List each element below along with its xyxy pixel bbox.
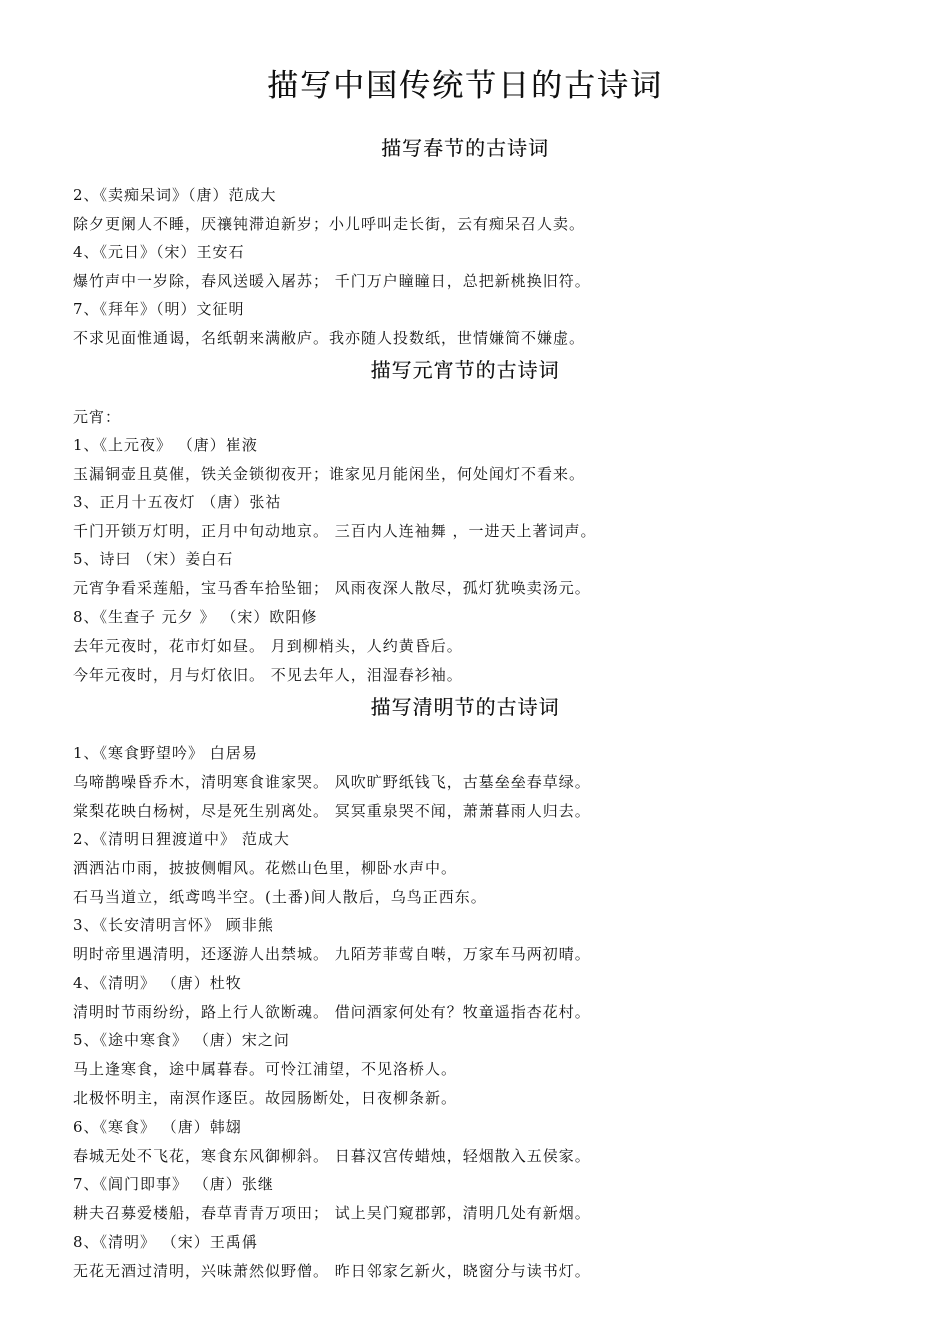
poem-title-line: 3、《长安清明言怀》 顾非熊 [73,916,274,934]
poem-title-line: 7、《阊门即事》 （唐）张继 [73,1175,274,1193]
poem-text-line: 去年元夜时，花市灯如昼。 月到柳梢头，人约黄昏后。 [73,637,463,655]
section-heading-qingming: 描写清明节的古诗词 [370,695,560,719]
poem-title-line: 8、《生查子 元夕 》 （宋）欧阳修 [73,608,318,626]
poem-text-line: 玉漏铜壶且莫催，铁关金锁彻夜开；谁家见月能闲坐，何处闻灯不看来。 [73,465,586,483]
poem-title-line: 7、《拜年》（明）文征明 [73,300,245,318]
poem-text-line: 清明时节雨纷纷，路上行人欲断魂。 借问酒家何处有？牧童遥指杏花村。 [73,1003,591,1021]
poem-title-line: 5、诗曰 （宋）姜白石 [73,550,234,568]
poem-title-line: 4、《元日》（宋）王安石 [73,243,245,261]
poem-text-line: 千门开锁万灯明，正月中旬动地京。 三百内人连袖舞 ，一进天上著词声。 [73,522,597,540]
poem-title-line: 2、《清明日狸渡道中》 范成大 [73,830,290,848]
poem-text-line: 无花无酒过清明，兴味萧然似野僧。 昨日邻家乞新火，晓窗分与读书灯。 [73,1262,591,1280]
poem-title-line: 1、《寒食野望吟》 白居易 [73,744,258,762]
poem-text-line: 不求见面惟通谒，名纸朝来满敝庐。我亦随人投数纸，世情嫌简不嫌虚。 [73,329,586,347]
poem-text-line: 今年元夜时，月与灯依旧。 不见去年人，泪湿春衫袖。 [73,666,463,684]
poem-text-line: 石马当道立，纸鸢鸣半空。(土番)间人散后，乌鸟正西东。 [73,888,487,906]
poem-title-line: 8、《清明》 （宋）王禹偁 [73,1233,258,1251]
section-heading-spring: 描写春节的古诗词 [381,136,549,160]
poem-title-line: 1、《上元夜》 （唐）崔液 [73,436,258,454]
poem-title-line: 2、《卖痴呆词》（唐）范成大 [73,186,277,204]
poem-text-line: 北极怀明主，南溟作逐臣。故园肠断处，日夜柳条新。 [73,1089,458,1107]
poem-text-line: 爆竹声中一岁除，春风送暖入屠苏； 千门万户瞳瞳日，总把新桃换旧符。 [73,272,591,290]
subheading-line: 元宵： [73,408,122,426]
poem-text-line: 耕夫召募爱楼船，春草青青万项田； 试上吴门窥郡郭，清明几处有新烟。 [73,1204,591,1222]
poem-text-line: 乌啼鹊噪昏乔木，清明寒食谁家哭。 风吹旷野纸钱飞，古墓垒垒春草绿。 [73,773,591,791]
poem-text-line: 棠梨花映白杨树，尽是死生别离处。 冥冥重泉哭不闻，萧萧暮雨人归去。 [73,802,591,820]
section-heading-lantern: 描写元宵节的古诗词 [370,358,560,382]
poem-title-line: 4、《清明》 （唐）杜牧 [73,974,242,992]
poem-title-line: 5、《途中寒食》 （唐）宋之问 [73,1031,290,1049]
poem-title-line: 6、《寒食》 （唐）韩翃 [73,1118,242,1136]
poem-text-line: 春城无处不飞花，寒食东风御柳斜。 日暮汉宫传蜡烛，轻烟散入五侯家。 [73,1147,591,1165]
poem-text-line: 洒洒沾巾雨，披披侧帽风。花燃山色里，柳卧水声中。 [73,859,458,877]
poem-title-line: 3、正月十五夜灯 （唐）张祜 [73,493,282,511]
poem-text-line: 明时帝里遇清明，还逐游人出禁城。 九陌芳菲莺自啭，万家车马两初晴。 [73,945,591,963]
poem-text-line: 除夕更阑人不睡，厌禳钝滞迫新岁；小儿呼叫走长街，云有痴呆召人卖。 [73,215,586,233]
poem-text-line: 马上逢寒食，途中属暮春。可怜江浦望，不见洛桥人。 [73,1060,458,1078]
poem-text-line: 元宵争看采莲船，宝马香车拾坠钿； 风雨夜深人散尽，孤灯犹唤卖汤元。 [73,579,591,597]
page-title: 描写中国传统节日的古诗词 [267,68,663,104]
